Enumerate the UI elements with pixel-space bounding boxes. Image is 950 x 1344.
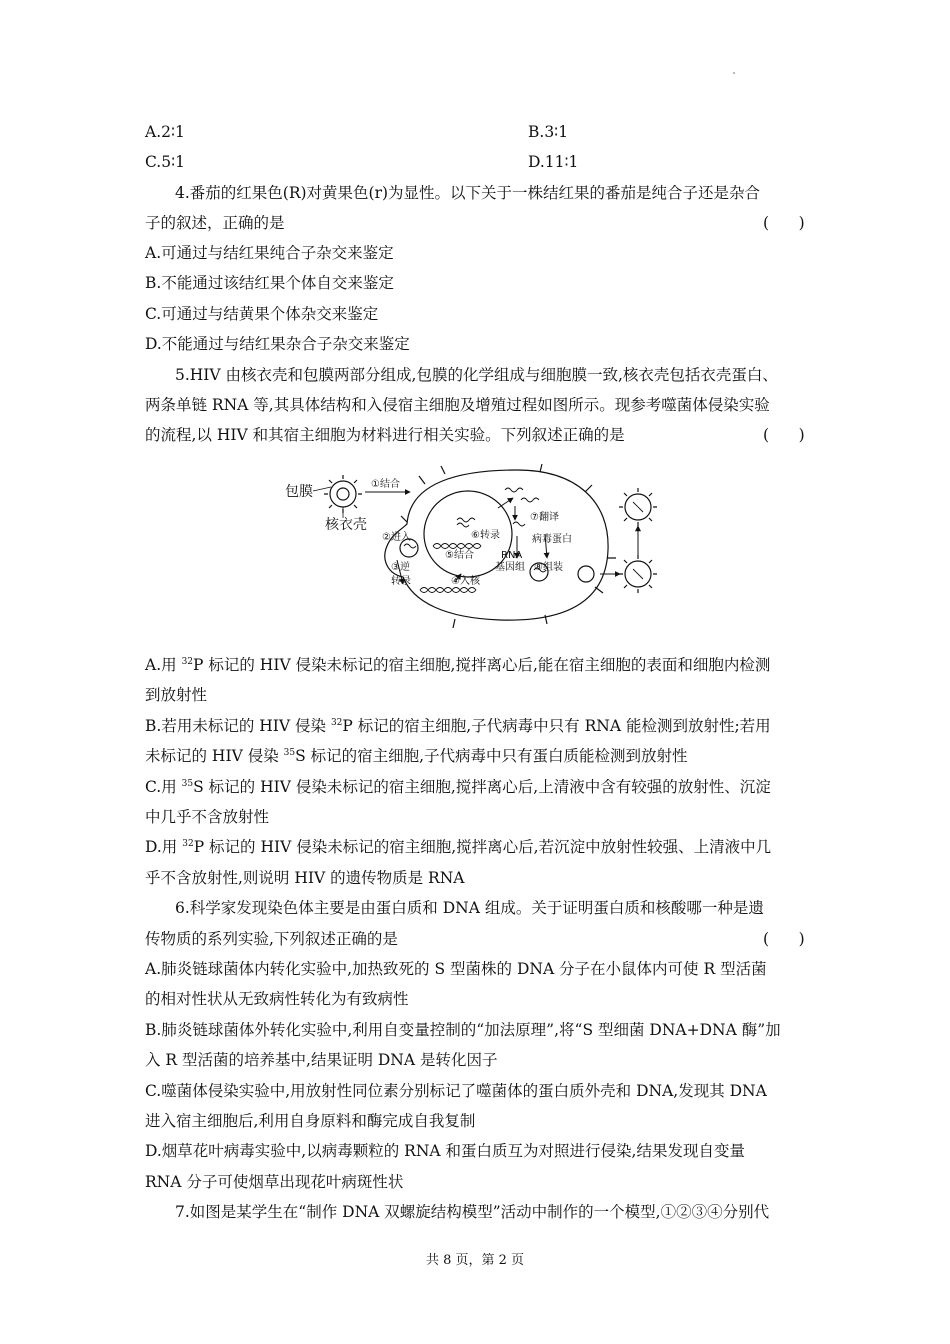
label-rna-genome-1: RNA (501, 550, 523, 561)
q6-option-c-line1: C.噬菌体侵染实验中,用放射性同位素分别标记了噬菌体的蛋白质外壳和 DNA,发现其 DNA (145, 1082, 767, 1100)
q5-stem-line2: 两条单链 RNA 等,其具体结构和入侵宿主细胞及增殖过程如图所示。现参考噬菌体侵染实验 (145, 396, 770, 414)
q6-option-b-line2: 入 R 型活菌的培养基中,结果证明 DNA 是转化因子 (145, 1051, 498, 1069)
q5-option-b-line2: 未标记的 HIV 侵染 $^{35}$S 标记的宿主细胞,子代病毒中只有蛋白质能检测到放射性 (145, 747, 688, 765)
label-step2: ②进入 (382, 532, 411, 543)
q5-option-c-line1: C.用 $^{35}$S 标记的 HIV 侵染未标记的宿主细胞,搅拌离心后,上清液中含有较强的放射性、沉淀 (145, 778, 771, 796)
label-envelope: 包膜 (285, 484, 313, 500)
q5-option-c-line2: 中几乎不含放射性 (145, 808, 270, 826)
label-nucleocapsid: 核衣壳 (325, 517, 367, 533)
label-virus-protein: 病毒蛋白 (532, 534, 572, 545)
q6-option-a-line1: A.肺炎链球菌体内转化实验中,加热致死的 S 型菌株的 DNA 分子在小鼠体内可使 R 型活菌 (145, 960, 767, 978)
q5-option-a-line1: A.用 $^{32}$P 标记的 HIV 侵染未标记的宿主细胞,搅拌离心后,能在宿主细胞的表面和细胞内检测 (145, 656, 771, 674)
q4-option-b: B.不能通过该结红果个体自交来鉴定 (145, 274, 394, 292)
label-step8: ⑧组装 (534, 562, 563, 573)
q5-option-d-line2: 乎不含放射性,则说明 HIV 的遗传物质是 RNA (145, 869, 465, 887)
q3-option-a: A.2∶1 (145, 123, 185, 141)
label-step7: ⑦翻译 (530, 512, 559, 523)
q4-option-a: A.可通过与结红果纯合子杂交来鉴定 (145, 244, 394, 262)
q6-option-a-line2: 的相对性状从无致病性转化为有致病性 (145, 990, 409, 1008)
q6-stem-line1: 6.科学家发现染色体主要是由蛋白质和 DNA 组成。关于证明蛋白质和核酸哪一种是遗 (175, 899, 764, 917)
q5-answer-paren: ( ) (763, 426, 805, 444)
label-step1: ①结合 (371, 479, 400, 490)
q3-option-c: C.5∶1 (145, 153, 185, 171)
host-cell-membrane (385, 470, 608, 620)
q6-option-d-line2: RNA 分子可使烟草出现花叶病斑性状 (145, 1173, 404, 1191)
label-step5: ⑤结合 (445, 550, 474, 561)
q7-stem-line1: 7.如图是某学生在“制作 DNA 双螺旋结构模型”活动中制作的一个模型,①②③④分别代 (175, 1203, 770, 1221)
page-footer: 共 8 页，第 2 页 (425, 1253, 525, 1268)
q4-answer-paren: ( ) (763, 214, 805, 232)
q5-option-a-line2: 到放射性 (145, 686, 208, 704)
label-step3b: 转录 (391, 576, 411, 587)
q5-stem-line3: 的流程,以 HIV 和其宿主细胞为材料进行相关实验。下列叙述正确的是 (145, 426, 625, 444)
q4-option-c: C.可通过与结黄果个体杂交来鉴定 (145, 305, 379, 323)
q6-answer-paren: ( ) (763, 930, 805, 948)
virus-envelope-incoming (330, 481, 356, 507)
q5-option-d-line1: D.用 $^{32}$P 标记的 HIV 侵染未标记的宿主细胞,搅拌离心后,若沉淀中放射性较强、上清液中几 (145, 838, 772, 856)
label-rna-genome-2: 基因组 (495, 562, 525, 573)
label-step4: ④入核 (451, 576, 480, 587)
q4-stem-line2: 子的叙述，正确的是 (145, 214, 285, 232)
q3-option-b: B.3∶1 (528, 123, 569, 141)
q5-stem-line1: 5.HIV 由核衣壳和包膜两部分组成,包膜的化学组成与细胞膜一致,核衣壳包括衣壳蛋白、 (175, 366, 778, 384)
q4-option-d: D.不能通过与结红果杂合子杂交来鉴定 (145, 335, 410, 353)
q5-option-b-line1: B.若用未标记的 HIV 侵染 $^{32}$P 标记的宿主细胞,子代病毒中只有 RNA 能检测到放射性;若用 (145, 717, 771, 735)
label-step6: ⑥转录 (471, 530, 500, 541)
q6-stem-line2: 传物质的系列实验,下列叙述正确的是 (145, 930, 398, 948)
q6-option-c-line2: 进入宿主细胞后,利用自身原料和酶完成自我复制 (145, 1112, 476, 1130)
hiv-infection-diagram (285, 462, 670, 634)
label-step3a: ③逆 (391, 562, 410, 573)
q3-option-d: D.11∶1 (528, 153, 579, 171)
q6-option-d-line1: D.烟草花叶病毒实验中,以病毒颗粒的 RNA 和蛋白质互为对照进行侵染,结果发现自变量 (145, 1142, 745, 1160)
q4-stem-line1: 4.番茄的红果色(R)对黄果色(r)为显性。以下关于一株结红果的番茄是纯合子还是杂合 (175, 184, 761, 202)
speck (733, 72, 735, 74)
q6-option-b-line1: B.肺炎链球菌体外转化实验中,利用自变量控制的“加法原理”,将“S 型细菌 DNA+DNA 酶”加 (145, 1021, 781, 1039)
